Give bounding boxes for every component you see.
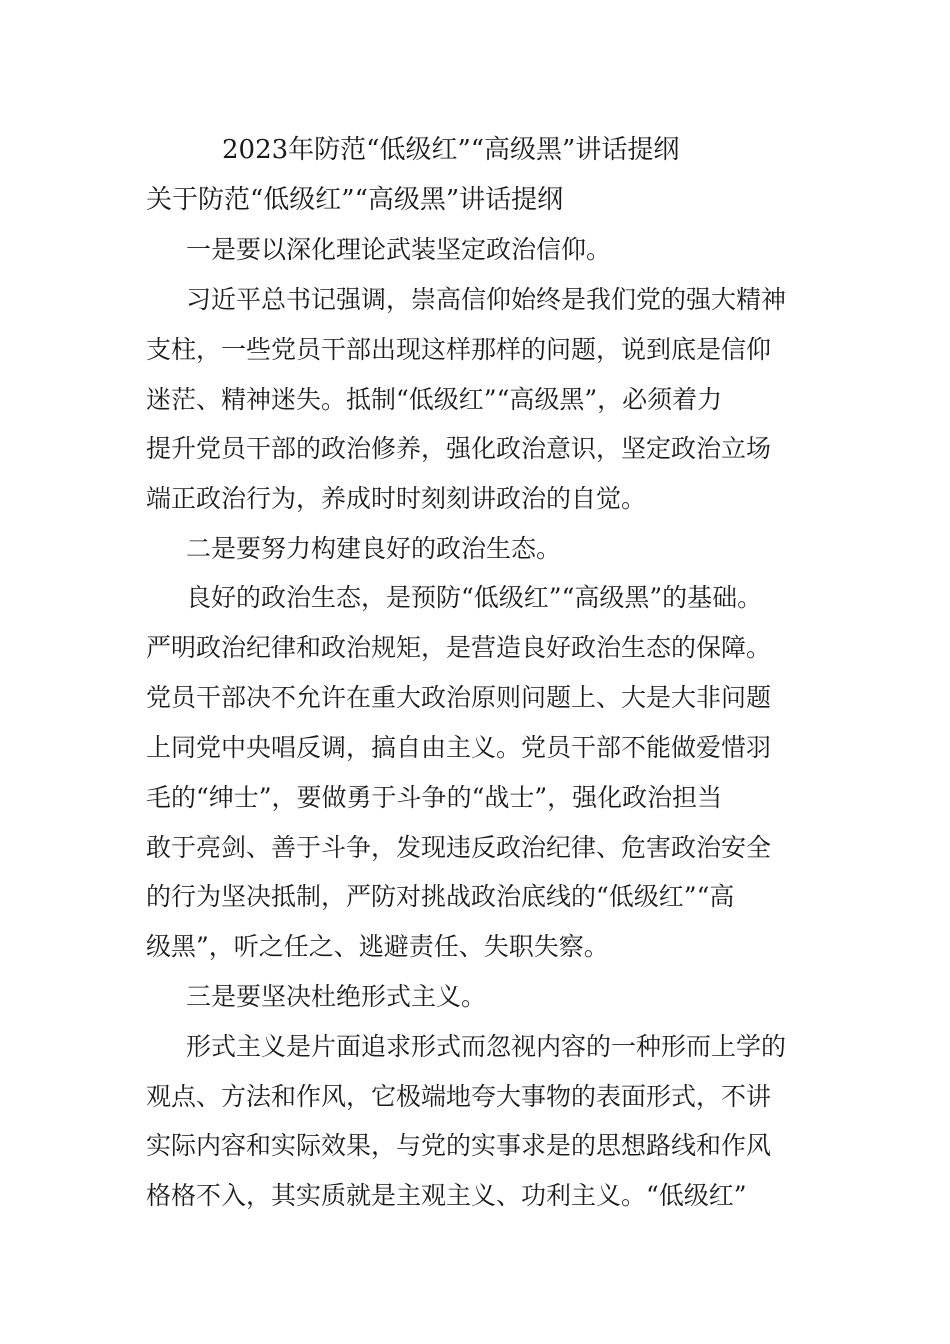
paragraph-line: 良好的政治生态，是预防“低级红”“高级黑”的基础。 bbox=[186, 583, 763, 612]
paragraph-line: 上同党中央唱反调，搞自由主义。党员干部不能做爱惜羽 bbox=[146, 733, 772, 762]
heading-line-2: 二是要努力构建良好的政治生态。 bbox=[186, 534, 562, 563]
paragraph-line: 毛的“绅士”，要做勇于斗争的“战士”，强化政治担当 bbox=[146, 783, 723, 812]
paragraph-line: 迷茫、精神迷失。抵制“低级红”“高级黑”，必须着力 bbox=[146, 385, 723, 414]
paragraph-line: 党员干部决不允许在重大政治原则问题上、大是大非问题 bbox=[146, 683, 772, 712]
paragraph-line: 支柱，一些党员干部出现这样那样的问题，说到底是信仰 bbox=[146, 335, 772, 364]
paragraph-line: 端正政治行为，养成时时刻刻讲政治的自觉。 bbox=[146, 484, 647, 513]
paragraph-line: 敢于亮剑、善于斗争，发现违反政治纪律、危害政治安全 bbox=[146, 833, 772, 862]
paragraph-line: 观点、方法和作风，它极端地夸大事物的表面形式，不讲 bbox=[146, 1082, 772, 1111]
paragraph-line: 格格不入，其实质就是主观主义、功利主义。“低级红” bbox=[146, 1181, 747, 1210]
paragraph-line: 习近平总书记强调，崇高信仰始终是我们党的强大精神 bbox=[186, 285, 787, 314]
paragraph-line: 的行为坚决抵制，严防对挑战政治底线的“低级红”“高 bbox=[146, 882, 735, 911]
heading-line-1: 一是要以深化理论武装坚定政治信仰。 bbox=[186, 235, 612, 264]
paragraph-line: 提升党员干部的政治修养，强化政治意识，坚定政治立场 bbox=[146, 434, 772, 463]
paragraph-line: 形式主义是片面追求形式而忽视内容的一种形而上学的 bbox=[186, 1032, 787, 1061]
paragraph-line: 级黑”，听之任之、逃避责任、失职失察。 bbox=[146, 932, 609, 961]
paragraph-line: 严明政治纪律和政治规矩，是营造良好政治生态的保障。 bbox=[146, 633, 772, 662]
paragraph-line: 实际内容和实际效果，与党的实事求是的思想路线和作风 bbox=[146, 1131, 772, 1160]
heading-line-3: 三是要坚决杜绝形式主义。 bbox=[186, 982, 487, 1011]
document-title: 2023年防范“低级红”“高级黑”讲话提纲 bbox=[222, 135, 680, 165]
document-subtitle: 关于防范“低级红”“高级黑”讲话提纲 bbox=[146, 185, 564, 215]
